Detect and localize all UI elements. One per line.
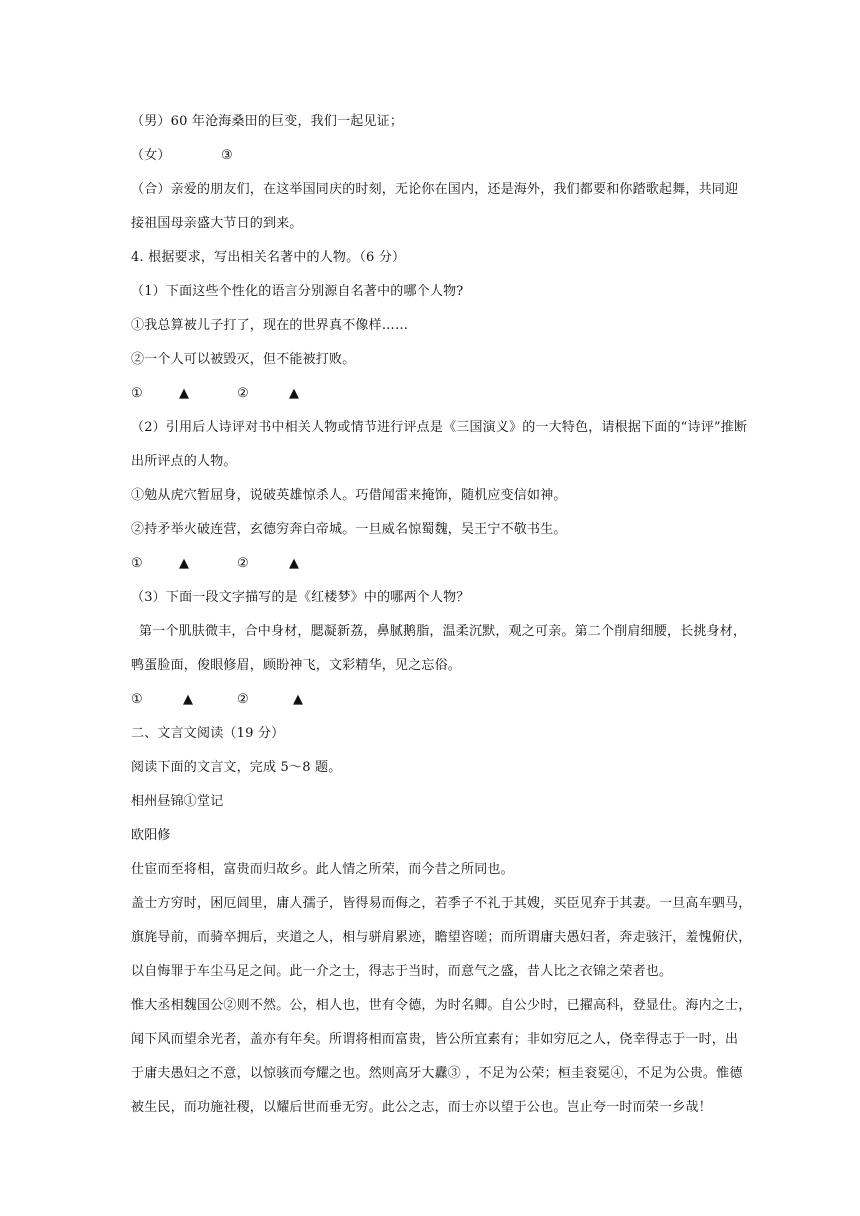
answer-marker: ① bbox=[131, 386, 143, 401]
blank-triangle: ▲ bbox=[289, 386, 300, 401]
passage-author: 欧阳修 bbox=[131, 828, 171, 843]
text-line: 鸭蛋脸面，俊眼修眉，顾盼神飞，文彩精华，见之忘俗。 bbox=[131, 658, 462, 673]
text-line: 接祖国母亲盛大节日的到来。 bbox=[131, 216, 303, 231]
passage-line: 惟大丞相魏国公②则不然。公，相人也，世有令德，为时名卿。自公少时，已擢高科，登显仕。海内之士， bbox=[131, 998, 752, 1013]
answer-marker: ① bbox=[131, 556, 143, 571]
blank-line bbox=[131, 147, 731, 165]
blank-marker: ③ bbox=[221, 148, 233, 163]
text-line: ①勉从虎穴暂屈身，说破英雄惊杀人。巧借闻雷来掩饰，随机应变信如神。 bbox=[131, 488, 567, 503]
sub-question: （1）下面这些个性化的语言分别源自名著中的哪个人物? bbox=[131, 284, 464, 299]
passage-title: 相州昼锦①堂记 bbox=[131, 794, 224, 809]
blank-triangle: ▲ bbox=[179, 386, 190, 401]
sub-question: （3）下面一段文字描写的是《红楼梦》中的哪两个人物？ bbox=[131, 590, 470, 605]
text-line: （合）亲爱的朋友们，在这举国同庆的时刻，无论你在国内，还是海外，我们都要和你踏歌起舞，共同迎 bbox=[131, 182, 739, 197]
passage-line: 被生民，而功施社稷，以耀后世而垂无穷。此公之志，而士亦以望于公也。岂止夸一时而荣一乡哉！ bbox=[131, 1100, 712, 1115]
sub-question: （2）引用后人诗评对书中相关人物或情节进行评点是《三国演义》的一大特色，请根据下面的“诗评”推断 bbox=[131, 420, 748, 435]
text-line: ②一个人可以被毁灭，但不能被打败。 bbox=[131, 352, 356, 367]
answer-marker: ② bbox=[237, 386, 249, 401]
question-heading: 4. 根据要求，写出相关名著中的人物。（6 分） bbox=[131, 250, 406, 265]
text-line: （男）60 年沧海桑田的巨变，我们一起见证； bbox=[131, 114, 404, 129]
passage-line: 以自悔罪于车尘马足之间。此一介之士，得志于当时，而意气之盛，昔人比之衣锦之荣者也。 bbox=[131, 964, 673, 979]
blank-triangle: ▲ bbox=[179, 556, 190, 571]
answer-marker: ② bbox=[237, 692, 249, 707]
passage-line: 仕宦而至将相，富贵而归故乡。此人情之所荣，而今昔之所同也。 bbox=[131, 862, 514, 877]
blank-triangle: ▲ bbox=[293, 692, 304, 707]
text-line: ②持矛举火破连营，玄德穷奔白帝城。一旦威名惊蜀魏，吴王宁不敬书生。 bbox=[131, 522, 567, 537]
passage-line: 于庸夫愚妇之不意，以惊骇而夸耀之也。然则高牙大纛③ ，不足为公荣；桓圭衮冕④，不足为公贵。惟德 bbox=[131, 1066, 743, 1081]
answer-marker: ② bbox=[237, 556, 249, 571]
text-line: 出所评点的人物。 bbox=[131, 454, 237, 469]
speaker-label: （女） bbox=[131, 148, 171, 163]
blank-triangle: ▲ bbox=[289, 556, 300, 571]
passage-line: 旗旄导前，而骑卒拥后，夹道之人，相与骈肩累迹，瞻望咨嗟；而所谓庸夫愚妇者，奔走骇汗，羞愧俯伏， bbox=[131, 930, 752, 945]
passage-line: 盖士方穷时，困厄闾里，庸人孺子，皆得易而侮之，若季子不礼于其嫂，买臣见弃于其妻。一旦高车驷马， bbox=[131, 896, 752, 911]
passage-line: 闻下风而望余光者，盖亦有年矣。所谓将相而富贵，皆公所宜素有；非如穷厄之人，侥幸得志于一时，出 bbox=[131, 1032, 739, 1047]
section-heading: 二、文言文阅读（19 分） bbox=[131, 726, 285, 741]
answer-marker: ① bbox=[131, 692, 143, 707]
blank-triangle: ▲ bbox=[183, 692, 194, 707]
instruction-text: 阅读下面的文言文，完成 5～8 题。 bbox=[131, 760, 342, 775]
text-line: ①我总算被儿子打了，现在的世界真不像样…… bbox=[131, 318, 409, 333]
text-line: 第一个肌肤微丰，合中身材，腮凝新荔，鼻腻鹅脂，温柔沉默，观之可亲。第二个削肩细腰，长挑身材， bbox=[139, 624, 747, 639]
